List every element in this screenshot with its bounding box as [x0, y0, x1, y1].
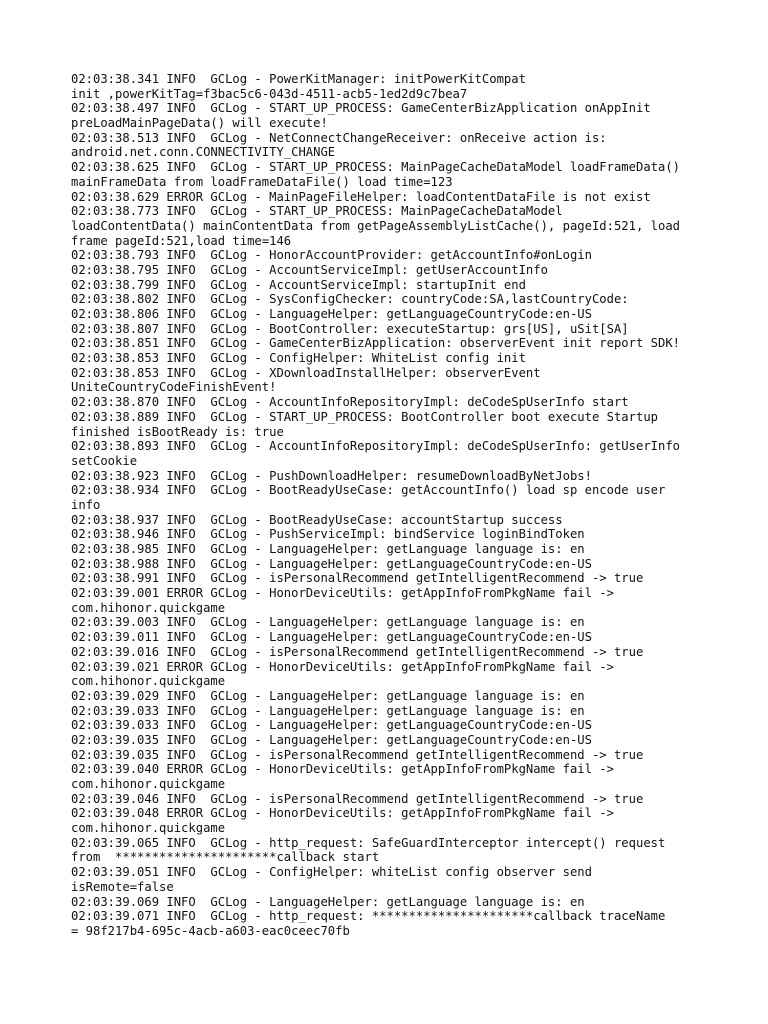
log-line: 02:03:39.021 ERROR GCLog - HonorDeviceUtils: getAppInfoFromPkgName fail ->: [71, 659, 614, 674]
log-line: mainFrameData from loadFrameDataFile() load time=123: [71, 174, 453, 189]
log-line: 02:03:39.040 ERROR GCLog - HonorDeviceUtils: getAppInfoFromPkgName fail ->: [71, 762, 614, 777]
log-line: 02:03:38.985 INFO GCLog - LanguageHelper: getLanguage language is: en: [71, 542, 585, 556]
log-line: loadContentData() mainContentData from getPageAssemblyListCache(), pageId:521, load: [71, 218, 681, 233]
log-line: 02:03:39.035 INFO GCLog - isPersonalRecommend getIntelligentRecommend -> true: [71, 747, 644, 762]
log-line: com.hihonor.quickgame: [71, 674, 226, 689]
log-line: 02:03:38.923 INFO GCLog - PushDownloadHelper: resumeDownloadByNetJobs!: [71, 468, 592, 483]
log-line: 02:03:39.071 INFO GCLog - http_request: **********************callback traceName: [71, 909, 666, 924]
log-line: 02:03:38.773 INFO GCLog - START_UP_PROCESS: MainPageCacheDataModel: [71, 204, 563, 219]
log-line: 02:03:39.046 INFO GCLog - isPersonalRecommend getIntelligentRecommend -> true: [71, 791, 644, 806]
log-line: 02:03:38.497 INFO GCLog - START_UP_PROCESS: GameCenterBizApplication onAppInit: [71, 101, 651, 116]
log-line: 02:03:38.806 INFO GCLog - LanguageHelper: getLanguageCountryCode:en-US: [71, 307, 592, 321]
log-line: 02:03:38.991 INFO GCLog - isPersonalRecommend getIntelligentRecommend -> true: [71, 571, 644, 586]
log-line: 02:03:38.625 INFO GCLog - START_UP_PROCESS: MainPageCacheDataModel loadFrameData(): [71, 160, 681, 175]
log-line: 02:03:38.870 INFO GCLog - AccountInfoRepositoryImpl: deCodeSpUserInfo start: [71, 395, 629, 410]
log-line: 02:03:38.807 INFO GCLog - BootController: executeStartup: grs[US], uSit[SA]: [71, 321, 629, 336]
log-line: com.hihonor.quickgame: [71, 600, 226, 615]
log-document: [71, 72, 731, 939]
log-line: 02:03:38.851 INFO GCLog - GameCenterBizApplication: observerEvent init report SDK!: [71, 336, 681, 351]
log-line: isRemote=false: [71, 879, 174, 894]
log-line: com.hihonor.quickgame: [71, 821, 226, 836]
log-line: 02:03:38.889 INFO GCLog - START_UP_PROCESS: BootController boot execute Startup: [71, 409, 658, 424]
log-line: 02:03:39.033 INFO GCLog - LanguageHelper: getLanguageCountryCode:en-US: [71, 718, 592, 733]
log-line: 02:03:38.341 INFO GCLog - PowerKitManager: initPowerKitCompat: [71, 72, 526, 86]
log-line: info: [71, 497, 101, 512]
log-line: 02:03:38.988 INFO GCLog - LanguageHelper: getLanguageCountryCode:en-US: [71, 556, 592, 571]
log-line: 02:03:38.795 INFO GCLog - AccountServiceImpl: getUserAccountInfo: [71, 262, 548, 277]
log-line: 02:03:38.853 INFO GCLog - ConfigHelper: WhiteList config init: [71, 351, 526, 366]
log-line: 02:03:39.029 INFO GCLog - LanguageHelper: getLanguage language is: en: [71, 688, 585, 703]
log-line: frame pageId:521,load time=146: [71, 233, 292, 248]
log-line: init ,powerKitTag=f3bac5c6-043d-4511-acb5-1ed2d9c7bea7: [71, 86, 468, 101]
log-line: 02:03:39.051 INFO GCLog - ConfigHelper: whiteList config observer send: [71, 865, 592, 880]
log-line: 02:03:39.033 INFO GCLog - LanguageHelper: getLanguage language is: en: [71, 703, 585, 718]
log-line: 02:03:39.048 ERROR GCLog - HonorDeviceUtils: getAppInfoFromPkgName fail ->: [71, 806, 614, 821]
log-line: 02:03:38.893 INFO GCLog - AccountInfoRepositoryImpl: deCodeSpUserInfo: getUserInfo: [71, 439, 681, 454]
log-line: 02:03:38.513 INFO GCLog - NetConnectChangeReceiver: onReceive action is:: [71, 130, 607, 145]
log-line: 02:03:39.001 ERROR GCLog - HonorDeviceUtils: getAppInfoFromPkgName fail ->: [71, 586, 614, 601]
log-line: 02:03:39.069 INFO GCLog - LanguageHelper: getLanguage language is: en: [71, 894, 585, 909]
log-line: 02:03:38.799 INFO GCLog - AccountServiceImpl: startupInit end: [71, 277, 526, 292]
log-line: finished isBootReady is: true: [71, 424, 284, 439]
log-line: 02:03:38.934 INFO GCLog - BootReadyUseCase: getAccountInfo() load sp encode user: [71, 483, 666, 498]
log-line: preLoadMainPageData() will execute!: [71, 116, 328, 131]
log-line: 02:03:39.035 INFO GCLog - LanguageHelper: getLanguageCountryCode:en-US: [71, 732, 592, 747]
log-line: setCookie: [71, 453, 138, 468]
log-line: = 98f217b4-695c-4acb-a603-eac0ceec70fb: [71, 923, 350, 938]
log-line: com.hihonor.quickgame: [71, 777, 226, 791]
log-line: 02:03:38.629 ERROR GCLog - MainPageFileHelper: loadContentDataFile is not exist: [71, 189, 651, 204]
log-line: 02:03:39.003 INFO GCLog - LanguageHelper: getLanguage language is: en: [71, 615, 585, 630]
log-line: from **********************callback start: [71, 850, 380, 865]
log-line: 02:03:38.937 INFO GCLog - BootReadyUseCase: accountStartup success: [71, 512, 563, 527]
log-line: 02:03:39.016 INFO GCLog - isPersonalRecommend getIntelligentRecommend -> true: [71, 644, 644, 659]
log-line: 02:03:39.011 INFO GCLog - LanguageHelper: getLanguageCountryCode:en-US: [71, 630, 592, 645]
log-line: UniteCountryCodeFinishEvent!: [71, 380, 277, 395]
log-line: 02:03:38.853 INFO GCLog - XDownloadInstallHelper: observerEvent: [71, 365, 541, 380]
log-line: 02:03:38.802 INFO GCLog - SysConfigChecker: countryCode:SA,lastCountryCode:: [71, 292, 629, 307]
log-line: 02:03:38.946 INFO GCLog - PushServiceImpl: bindService loginBindToken: [71, 527, 585, 542]
log-line: 02:03:39.065 INFO GCLog - http_request: SafeGuardInterceptor intercept() request: [71, 835, 666, 850]
log-line: android.net.conn.CONNECTIVITY_CHANGE: [71, 145, 336, 160]
log-line: 02:03:38.793 INFO GCLog - HonorAccountProvider: getAccountInfo#onLogin: [71, 248, 592, 263]
